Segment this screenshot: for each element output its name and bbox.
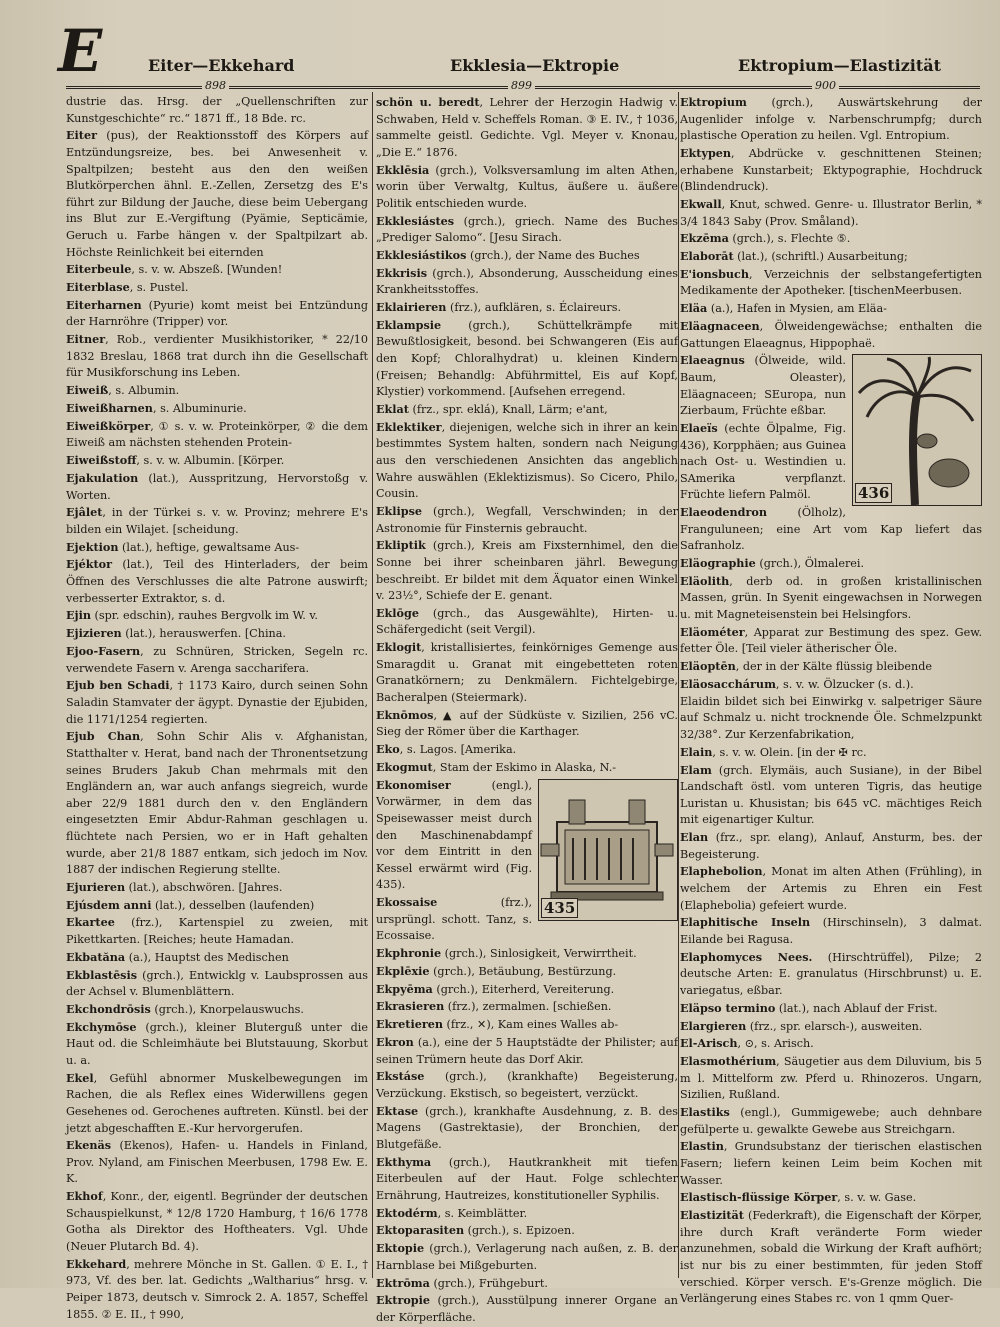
dictionary-entry: Ejub Chan, Sohn Schir Alis v. Afghanistan, Statthalter v. Herat, band nach der Thronentsetzung seines Bruders Jakub Chan mehrmals mit den Engländern an, war auch anfangs siegreich, wurde aber 22/9 1881 durch den v. den Engländern eingesetzten Emir Abdur-Rahman geschlagen u. flüchtete nach Persien, wo er in Haft gehalten wurde, aber 21/8 1887 entkam, sich jedoch im Nov. 1887 der indischen Regierung stellte. [66, 729, 368, 877]
dictionary-entry: Ekklesiástikos (grch.), der Name des Buches [376, 247, 640, 262]
dictionary-entry: Ektropium (grch.), Auswärtskehrung der Augenlider infolge v. Narbenschrumpfg; durch plastische Operation zu heilen. Vgl. Entropium. [680, 95, 982, 143]
dictionary-entry: Ekblastēsis (grch.), Entwicklg v. Laubsprossen aus der Achsel v. Blumenblättern. [66, 967, 368, 999]
figure-435-block [376, 777, 678, 945]
dictionary-entry: Ekonomiser (engl.), Vorwärmer, in dem das Speisewasser meist durch den Maschinenabdampf vor dem Eintritt in den Kessel erwärmt wird (Fig. 435). [376, 777, 532, 892]
dictionary-entry: Eläoptēn, der in der Kälte flüssig bleibende [680, 659, 932, 674]
dictionary-entry: Eiweißstoff, s. v. w. Albumin. [Körper. [66, 453, 285, 468]
dictionary-entry: Elaeagnus (Ölweide, wild. Baum, Oleaster), Eläagnaceen; SEuropa, nun Zierbaum, Früchte eßbar. [680, 353, 846, 418]
dictionary-entry: Ekpyēma (grch.), Eiterherd, Vereiterung. [376, 981, 615, 996]
dictionary-entry: El-Arisch, ⊙, s. Arisch. [680, 1036, 814, 1051]
dictionary-entry: Elasmothérium, Säugetier aus dem Diluvium, bis 5 m l. Mittelform zw. Pferd u. Rhinozeros. Ungarn, Sizilien, Rußland. [680, 1054, 982, 1102]
dictionary-entry: Ekklesiástes (grch.), griech. Name des Buches „Prediger Salomo“. [Jesu Sirach. [376, 213, 678, 245]
dictionary-entry: Elaeodendron (Ölholz), Franguluneen; eine Art vom Kap liefert das Safranholz. [680, 505, 982, 553]
dictionary-entry: Elan (frz., spr. elang), Anlauf, Ansturm, bes. der Begeisterung. [680, 830, 982, 861]
figure-436-label: 436 [855, 483, 892, 503]
dictionary-entry: Ektoparasiten (grch.), s. Epizoen. [376, 1223, 575, 1238]
dictionary-entry: Eläographie (grch.), Ölmalerei. [680, 556, 865, 571]
dictionary-entry: Ejoo-Fasern, zu Schnüren, Stricken, Segeln rc. verwendete Fasern v. Arenga saccharifera. [66, 644, 368, 675]
dictionary-entry: Eiter (pus), der Reaktionsstoff des Körpers auf Entzündungsreize, bes. bei Anwesenheit v. Spaltpilzen; besteht aus den den weißen Blutkörperchen ähnl. E.-Zellen, Zersetzg des E's führt zur Bildung der Jauche, diese beim Uebergang ins Blut zur E.-Vergiftung (Pyämie, Septicämie, Geruch u. Farbe hängen v. der Spaltpilzart ab. Höchste Reinlichkeit bei eiternden [66, 128, 368, 259]
dictionary-entry: Ekzēma (grch.), s. Flechte ⑤. [680, 231, 851, 246]
figure-436-block [680, 352, 982, 504]
dictionary-entry: Ekkrisis (grch.), Absonderung, Ausscheidung eines Krankheitsstoffes. [376, 265, 678, 297]
dictionary-entry: Ekchymōse (grch.), kleiner Bluterguß unter die Haut od. die Schleimhäute bei Blutstauung, Skorbut u. a. [66, 1019, 368, 1067]
column-3-entries-bottom [680, 504, 982, 1308]
figure-436 [852, 354, 982, 506]
dictionary-entry: Eläagnaceen, Ölweidengewächse; enthalten die Gattungen Elaeagnus, Hippophaë. [680, 319, 982, 350]
dictionary-entry: Ekwall, Knut, schwed. Genre- u. Illustrator Berlin, * 3/4 1843 Saby (Prov. Småland). [680, 196, 982, 228]
dictionary-entry: Elaidin bildet sich bei Einwirkg v. salpetriger Säure auf Schmalz u. nicht trocknende Öle. Schmelzpunkt 32/38°. Zur Kerzenfabrikation, [680, 694, 982, 741]
dictionary-entry: Eklat (frz., spr. eklá), Knall, Lärm; e'ant, [376, 402, 608, 416]
dictionary-entry: Eklektiker, diejenigen, welche sich in ihrer an kein bestimmtes System halten, sondern nach Neigung aus den verschiedenen Ansichten das angeblich Wahre auswählen (Eklektizismus). So Cicero, Philo, Cousin. [376, 419, 678, 501]
dictionary-entry: Ekretieren (frz., ✕), Kam eines Walles ab- [376, 1017, 619, 1032]
dictionary-entry: Ejizieren (lat.), herauswerfen. [China. [66, 626, 286, 641]
column-3-page-number-rule [678, 79, 980, 92]
dictionary-entry: Ekogmut, Stam der Eskimo in Alaska, N.- [376, 759, 617, 774]
dictionary-entry: Elaphitische Inseln (Hirschinseln), 3 dalmat. Eilande bei Ragusa. [680, 915, 983, 947]
dictionary-entry: Elaeïs (echte Ölpalme, Fig. 436), Korpphäen; aus Guinea nach Ost- u. Westindien u. SAmerika verpflanzt. Früchte liefern Palmöl. [680, 420, 846, 502]
dictionary-entry: Eklairieren (frz.), aufklären, s. Éclaireurs. [376, 300, 622, 315]
dictionary-entry: Elastizität (Federkraft), die Eigenschaft der Körper, ihre durch Kraft veränderte Form wieder anzunehmen, sobald die Wirkung der Kraft aufhört; ist nur bis zu einer bestimmten, für jeden Stoff verschied. Körper versch. E's-Grenze möglich. Die Verlängerung eines Stabes rc. von 1 qmm Quer- [680, 1208, 982, 1306]
dictionary-entry: Ekphronie (grch.), Sinlosigkeit, Verwirrtheit. [376, 946, 637, 961]
dictionary-entry: Eläosacchárum, s. v. w. Ölzucker (s. d.). [680, 677, 914, 691]
dictionary-entry: Ekrasieren (frz.), zermalmen. [schießen. [376, 999, 612, 1014]
column-divider-1 [372, 92, 373, 1278]
dictionary-entry: Ejúsdem anni (lat.), desselben (laufenden) [66, 897, 315, 912]
dictionary-entry: Ejub ben Schadi, † 1173 Kairo, durch seinen Sohn Saladin Stamvater der ägypt. Dynastie der Ejubiden, die 1171/1254 regierten. [66, 678, 369, 726]
column-2-header: Ekklesia—Ektropie [450, 56, 620, 75]
dictionary-entry: Ektase (grch.), krankhafte Ausdehnung, z. B. des Magens (Gastrektasie), der Bronchien, der Blutgefäße. [376, 1103, 678, 1151]
column-1-header: Eiter—Ekkehard [148, 56, 295, 75]
column-2 [376, 94, 678, 1324]
dictionary-entry: Eiterbeule, s. v. w. Abszeß. [Wunden! [66, 262, 283, 277]
column-2-page-number-rule [372, 79, 678, 92]
dictionary-entry: Ejin (spr. edschin), rauhes Bergvolk im W. v. [66, 608, 318, 623]
dictionary-entry: Ejektion (lat.), heftige, gewaltsame Aus- [66, 539, 300, 554]
column-2-page-number: 899 [508, 81, 535, 91]
dictionary-entry: Eiterblase, s. Pustel. [66, 280, 189, 295]
dictionary-entry: Eläométer, Apparat zur Bestimung des spez. Gew. fetter Öle. [Teil vieler ätherischer Öle. [680, 624, 982, 656]
dictionary-entry: Ekthyma (grch.), Hautkrankheit mit tiefen Eiterbeulen auf der Haut. Folge schlechter Ernährung, Hautreizes, konstitutioneller Syphilis. [376, 1154, 678, 1202]
dictionary-entry: Ejakulation (lat.), Ausspritzung, Hervorstoßg v. Worten. [66, 470, 368, 502]
column-1-page-number: 898 [202, 81, 229, 91]
dictionary-entry: Eknōmos, ▲ auf der Südküste v. Sizilien, 256 vC. Sieg der Römer über die Karthager. [376, 707, 678, 739]
figure-435 [538, 779, 678, 921]
dictionary-entry: Ekplēxie (grch.), Betäubung, Bestürzung. [376, 963, 617, 978]
dictionary-entry: Ekossaise (frz.), ursprüngl. schott. Tanz, s. Ecossaise. [376, 895, 532, 943]
dictionary-entry: Ektropie (grch.), Ausstülpung innerer Organe an der Körperfläche. [376, 1293, 678, 1324]
dictionary-entry: Eklogit, kristallisiertes, feinkörniges Gemenge aus Smaragdit u. Granat mit eingebetteten roten Granatkörnern; zu Denkmälern. Fichtelgebirge, Bacheralpen (Steiermark). [376, 640, 678, 705]
dictionary-entry: Eiweißkörper, ① s. v. w. Proteinkörper, ② die dem Eiweiß am nächsten stehenden Protein- [66, 418, 368, 450]
column-divider-2 [678, 92, 679, 1278]
dictionary-entry: Eiweißharnen, s. Albuminurie. [66, 401, 247, 415]
dictionary-entry: Ekstáse (grch.), (krankhafte) Begeisterung, Verzückung. Ekstisch, so begeistert, verzückt. [376, 1069, 678, 1100]
dictionary-entry: Elaborāt (lat.), (schriftl.) Ausarbeitung; [680, 249, 908, 264]
column-2-entries-top [376, 94, 678, 777]
dictionary-entry: Elam (grch. Elymäis, auch Susiane), in der Bibel Landschaft östl. vom unteren Tigris, das heutige Luristan u. Khusistan; bis 645 vC. mächtiges Reich mit eigenartiger Kultur. [680, 762, 982, 827]
dictionary-entry: Ekartee (frz.), Kartenspiel zu zweien, mit Pikettkarten. [Reiches; heute Hamadan. [66, 915, 368, 947]
dictionary-entry: Ekel, Gefühl abnormer Muskelbewegungen im Rachen, die als Reflex eines Widerwillens gegen Gesehenes od. Gerochenes auftreten. Künstl. bei der jetzt abgeschafften E.-Kur hervorgerufen. [66, 1070, 368, 1135]
dictionary-entry: Ektodérm, s. Keimblätter. [376, 1205, 528, 1220]
dictionary-entry: schön u. beredt, Lehrer der Herzogin Hadwig v. Schwaben, Held v. Scheffels Roman. ③ E. IV., † 1036, sammelte geistl. Gedichte. Vgl. Meyer v. Knonau, „Die E.“ 1876. [376, 95, 678, 159]
column-3-page-number: 900 [812, 81, 839, 91]
dictionary-entry: Ekenäs (Ekenos), Hafen- u. Handels in Finland, Prov. Nyland, am Finischen Meerbusen, 1798 Ew. E. K. [66, 1138, 368, 1186]
column-3-header: Ektropium—Elastizität [738, 56, 942, 75]
dictionary-entry: Ekliptik (grch.), Kreis am Fixsternhimel, den die Sonne bei ihrer scheinbaren jährl. Bewegung beschreibt. Er bildet mit dem Äquator einen Winkel v. 23½°, Schiefe der E. genant. [376, 538, 678, 603]
dictionary-entry: Ektypen, Abdrücke v. geschnittenen Steinen; erhabene Kunstarbeit; Ektypographie, Hochdruck (Blindendruck). [680, 145, 982, 194]
column-1-entries [66, 94, 368, 1323]
column-1-page-number-rule [66, 79, 372, 92]
dictionary-entry: Elastisch-flüssige Körper, s. v. w. Gase. [680, 1190, 917, 1205]
dictionary-entry: Ektopie (grch.), Verlagerung nach außen, z. B. der Harnblase bei Mißgeburten. [376, 1241, 678, 1272]
dictionary-entry: Eklampsie (grch.), Schüttelkrämpfe mit Bewußtlosigkeit, besond. bei Schwangeren (Eis auf den Kopf; Chloralhydrat) u. kleinen Kindern (Freisen; Behandlg: Abführmittel, Eis auf Kopf, Klystier) vorkommend. [Aufsehen erregend. [376, 317, 678, 399]
dictionary-entry: Ekkehard, mehrere Mönche in St. Gallen. ① E. I., † 973, Vf. des ber. lat. Gedichts „Waltharius“ hrsg. v. Peiper 1873, deutsch v. Simrock 2. A. 1857, Scheffel 1855. ② E. II., † 990, [66, 1256, 368, 1321]
dictionary-entry: dustrie das. Hrsg. der „Quellenschriften zur Kunstgeschichte“ rc.“ 1871 ff., 18 Bde. rc. [66, 95, 368, 125]
figure-435-label: 435 [541, 898, 578, 918]
dictionary-entry: Eläa (a.), Hafen in Mysien, am Eläa- [680, 301, 887, 316]
dictionary-entry: Ejéktor (lat.), Teil des Hinterladers, der beim Öffnen des Verschlusses die alte Patrone auswirft; verbesserter Extraktor, s. d. [66, 557, 368, 605]
dictionary-entry: Elain, s. v. w. Olein. [in der ✠ rc. [680, 744, 867, 759]
column-2-entries-bottom [376, 945, 678, 1327]
dictionary-entry: Ekchondrōsis (grch.), Knorpelauswuchs. [66, 1001, 304, 1016]
dictionary-entry: Ekhof, Konr., der, eigentl. Begründer der deutschen Schauspielkunst, * 12/8 1720 Hamburg, † 16/6 1778 Gotha als Direktor des Hoftheaters. Vgl. Uhde (Neuer Plutarch Bd. 4). [66, 1189, 368, 1254]
dictionary-entry: Eiterharnen (Pyurie) komt meist bei Entzündung der Harnröhre (Tripper) vor. [66, 297, 368, 329]
dictionary-entry: Eläpso termino (lat.), nach Ablauf der Frist. [680, 1000, 938, 1015]
dictionary-entry: Eklipse (grch.), Wegfall, Verschwinden; in der Astronomie für Finsternis gebraucht. [376, 503, 678, 535]
dictionary-entry: Ekron (a.), eine der 5 Hauptstädte der Philister; auf seinen Trümern heute das Dorf Akir. [376, 1034, 678, 1066]
column-3-entries-top [680, 94, 982, 352]
dictionary-entry: Elaphebolion, Monat im alten Athen (Frühling), in welchem der Artemis zu Ehren ein Fest (Elaphebolia) gefeiert wurde. [680, 864, 982, 912]
column-3 [680, 94, 983, 1306]
dictionary-entry: Eläolith, derb od. in großen kristallinischen Massen, grün. In Syenit eingewachsen in Norwegen u. mit Magneteisenstein bei Helsingfors. [680, 573, 982, 622]
dictionary-entry: Elaphomyces Nees. (Hirschtrüffel), Pilze; 2 deutsche Arten: E. granulatus (Hirschbrunst) u. E. variegatus, eßbar. [680, 949, 982, 997]
column-1 [66, 94, 369, 1321]
dictionary-entry: Eitner, Rob., verdienter Musikhistoriker, * 22/10 1832 Breslau, 1868 trat durch ihn die Gesellschaft für Musikforschung ins Leben. [66, 332, 368, 380]
dictionary-entry: Elastiks (engl.), Gummigewebe; auch dehnbare gefülperte u. gewalkte Gewebe aus Streichgarn. [680, 1105, 982, 1136]
dictionary-entry: Ekbatăna (a.), Hauptst des Medischen [66, 949, 289, 964]
dictionary-entry: Eiweiß, s. Albumin. [66, 383, 180, 398]
dictionary-entry: Ekklēsia (grch.), Volksversamlung im alten Athen, worin über Verwaltg, Kultus, äußere u. äußere Politik entschieden wurde. [376, 162, 678, 210]
dictionary-entry: Elastin, Grundsubstanz der tierischen elastischen Fasern; liefern keinen Leim beim Kochen mit Wasser. [680, 1139, 982, 1187]
dictionary-entry: Eko, s. Lagos. [Amerika. [376, 742, 517, 757]
dictionary-entry: Eklōge (grch., das Ausgewählte), Hirten- u. Schäfergedicht (seit Vergil). [376, 605, 678, 637]
dictionary-entry: Ejurieren (lat.), abschwören. [Jahres. [66, 879, 283, 894]
section-letter: E [58, 17, 103, 85]
dictionary-entry: Ektrōma (grch.), Frühgeburt. [376, 1275, 548, 1290]
dictionary-entry: Ejâlet, in der Türkei s. v. w. Provinz; mehrere E's bilden ein Wilajet. [scheidung. [66, 505, 368, 536]
dictionary-entry: E'ionsbuch, Verzeichnis der selbstangefertigten Medikamente der Apotheker. [tischenMeerbusen. [680, 266, 982, 298]
dictionary-entry: Elargieren (frz., spr. elarsch-), ausweiten. [680, 1018, 923, 1033]
